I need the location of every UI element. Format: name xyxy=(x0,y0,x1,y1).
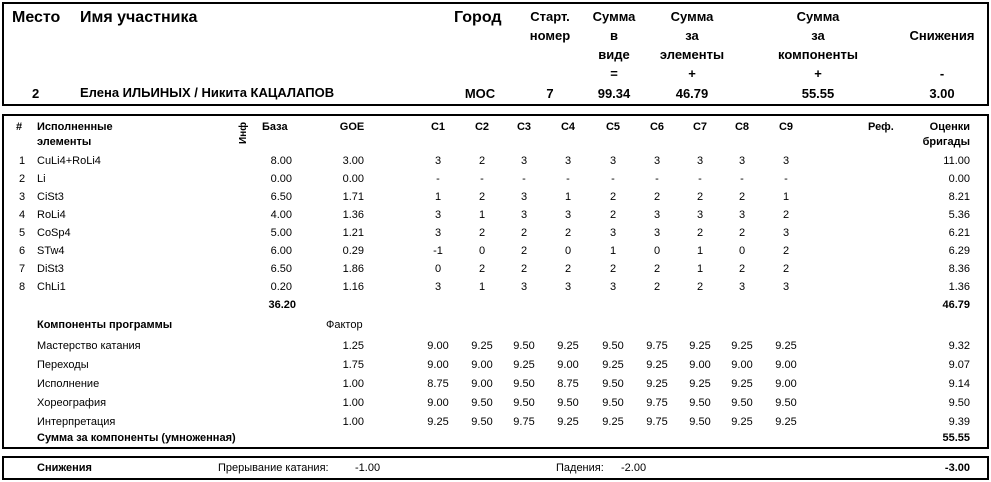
element-base: 6.50 xyxy=(270,263,292,275)
component-judge-c4: 9.50 xyxy=(557,397,579,409)
element-code: RoLi4 xyxy=(37,209,66,221)
deductions-total: -3.00 xyxy=(944,462,970,474)
place-header: Место xyxy=(12,9,61,26)
element-score: 0.00 xyxy=(948,173,970,185)
component-judge-c1: 9.25 xyxy=(427,416,449,428)
element-judge-c2: 0 xyxy=(478,245,486,257)
skater-total-score: 99.34 xyxy=(597,86,631,101)
element-number: 8 xyxy=(19,281,26,293)
elements-score-header: Сумма за элементы + xyxy=(659,9,725,81)
element-base: 5.00 xyxy=(270,227,292,239)
component-score: 9.14 xyxy=(948,378,970,390)
factor-header: Фактор xyxy=(326,319,363,331)
component-judge-c9: 9.00 xyxy=(775,359,797,371)
col-info: Инф xyxy=(238,122,249,144)
element-code: STw4 xyxy=(37,245,65,257)
component-judge-c7: 9.00 xyxy=(689,359,711,371)
component-judge-c7: 9.25 xyxy=(689,378,711,390)
component-judge-c8: 9.50 xyxy=(731,397,753,409)
components-title: Компоненты программы xyxy=(37,319,173,331)
col-goe: GOE xyxy=(339,121,365,133)
element-code: CiSt3 xyxy=(37,191,64,203)
element-judge-c1: 3 xyxy=(434,155,442,167)
element-judge-c5: 2 xyxy=(609,209,617,221)
element-judge-c1: 1 xyxy=(434,191,442,203)
element-judge-c2: 2 xyxy=(478,191,486,203)
element-judge-c1: 3 xyxy=(434,281,442,293)
component-judge-c4: 8.75 xyxy=(557,378,579,390)
element-judge-c8: 3 xyxy=(738,281,746,293)
element-goe: 1.16 xyxy=(342,281,364,293)
element-judge-c4: 1 xyxy=(564,191,572,203)
element-judge-c7: 1 xyxy=(696,263,704,275)
element-number: 4 xyxy=(19,209,26,221)
element-judge-c7: 1 xyxy=(696,245,704,257)
element-judge-c2: 1 xyxy=(478,209,486,221)
component-judge-c1: 9.00 xyxy=(427,397,449,409)
element-judge-c8: 3 xyxy=(738,209,746,221)
component-judge-c2: 9.25 xyxy=(471,340,493,352)
element-goe: 0.29 xyxy=(342,245,364,257)
component-judge-c9: 9.25 xyxy=(775,416,797,428)
skater-start-number: 7 xyxy=(546,86,554,101)
element-judge-c2: 2 xyxy=(478,227,486,239)
element-judge-c3: 3 xyxy=(520,155,528,167)
col-judge-c6: C6 xyxy=(649,121,665,133)
element-judge-c2: - xyxy=(480,173,484,185)
components-total: 55.55 xyxy=(942,432,970,444)
component-judge-c9: 9.00 xyxy=(775,378,797,390)
element-judge-c9: 1 xyxy=(782,191,790,203)
element-code: CuLi4+RoLi4 xyxy=(37,155,101,167)
col-judge-c7: C7 xyxy=(692,121,708,133)
element-judge-c9: 3 xyxy=(782,227,790,239)
falls-value: -2.00 xyxy=(621,462,647,474)
component-name: Переходы xyxy=(37,359,89,371)
component-factor: 1.75 xyxy=(342,359,364,371)
col-judge-c5: C5 xyxy=(605,121,621,133)
element-goe: 1.86 xyxy=(342,263,364,275)
element-judge-c9: 2 xyxy=(782,263,790,275)
element-goe: 1.36 xyxy=(342,209,364,221)
component-judge-c8: 9.00 xyxy=(731,359,753,371)
component-judge-c8: 9.25 xyxy=(731,416,753,428)
element-judge-c3: 2 xyxy=(520,227,528,239)
element-judge-c8: 2 xyxy=(738,263,746,275)
component-judge-c4: 9.00 xyxy=(557,359,579,371)
component-judge-c6: 9.75 xyxy=(646,397,668,409)
component-judge-c5: 9.50 xyxy=(602,378,624,390)
component-judge-c6: 9.75 xyxy=(646,340,668,352)
element-base: 6.50 xyxy=(270,191,292,203)
component-judge-c4: 9.25 xyxy=(557,340,579,352)
element-judge-c2: 1 xyxy=(478,281,486,293)
element-judge-c3: 3 xyxy=(520,281,528,293)
element-judge-c5: 3 xyxy=(609,227,617,239)
element-judge-c6: 2 xyxy=(653,281,661,293)
col-judge-c4: C4 xyxy=(560,121,576,133)
element-judge-c1: - xyxy=(436,173,440,185)
element-judge-c7: 3 xyxy=(696,209,704,221)
element-judge-c9: 2 xyxy=(782,209,790,221)
element-judge-c6: 3 xyxy=(653,209,661,221)
interruption-value: -1.00 xyxy=(355,462,381,474)
component-judge-c9: 9.50 xyxy=(775,397,797,409)
element-goe: 3.00 xyxy=(342,155,364,167)
element-number: 2 xyxy=(19,173,26,185)
component-judge-c2: 9.00 xyxy=(471,359,493,371)
component-factor: 1.00 xyxy=(342,397,364,409)
col-judge-c2: C2 xyxy=(474,121,490,133)
elements-total: 46.79 xyxy=(942,299,970,311)
element-judge-c1: 0 xyxy=(434,263,442,275)
element-judge-c4: 0 xyxy=(564,245,572,257)
name-header: Имя участника xyxy=(80,9,198,26)
col-number: # xyxy=(16,121,23,133)
component-name: Мастерство катания xyxy=(37,340,141,352)
element-judge-c8: 3 xyxy=(738,155,746,167)
element-judge-c2: 2 xyxy=(478,155,486,167)
element-judge-c4: 3 xyxy=(564,155,572,167)
col-base: База xyxy=(262,121,288,133)
element-judge-c7: 2 xyxy=(696,191,704,203)
element-judge-c3: - xyxy=(522,173,526,185)
component-judge-c7: 9.50 xyxy=(689,397,711,409)
element-score: 8.36 xyxy=(948,263,970,275)
element-judge-c4: 3 xyxy=(564,209,572,221)
element-code: ChLi1 xyxy=(37,281,66,293)
interruption-label: Прерывание катания: xyxy=(218,462,329,474)
falls-label: Падения: xyxy=(556,462,604,474)
component-name: Интерпретация xyxy=(37,416,116,428)
component-judge-c5: 9.50 xyxy=(602,397,624,409)
component-judge-c8: 9.25 xyxy=(731,340,753,352)
component-judge-c2: 9.50 xyxy=(471,416,493,428)
element-judge-c3: 2 xyxy=(520,245,528,257)
element-base: 0.20 xyxy=(270,281,292,293)
component-score: 9.07 xyxy=(948,359,970,371)
col-referee: Реф. xyxy=(868,121,894,133)
element-judge-c5: 1 xyxy=(609,245,617,257)
element-code: Li xyxy=(37,173,46,185)
component-judge-c3: 9.50 xyxy=(513,340,535,352)
component-judge-c2: 9.50 xyxy=(471,397,493,409)
element-judge-c1: 3 xyxy=(434,209,442,221)
component-judge-c7: 9.25 xyxy=(689,340,711,352)
component-score: 9.39 xyxy=(948,416,970,428)
element-base: 0.00 xyxy=(270,173,292,185)
element-base: 6.00 xyxy=(270,245,292,257)
component-judge-c3: 9.50 xyxy=(513,378,535,390)
element-judge-c6: 2 xyxy=(653,191,661,203)
skater-elements-score: 46.79 xyxy=(675,86,709,101)
element-number: 5 xyxy=(19,227,26,239)
component-judge-c6: 9.25 xyxy=(646,359,668,371)
element-judge-c1: -1 xyxy=(433,245,443,257)
element-judge-c9: 3 xyxy=(782,155,790,167)
element-judge-c8: - xyxy=(740,173,744,185)
element-judge-c6: 0 xyxy=(653,245,661,257)
element-judge-c8: 2 xyxy=(738,191,746,203)
element-score: 11.00 xyxy=(943,155,970,167)
element-judge-c7: 2 xyxy=(696,281,704,293)
element-judge-c8: 2 xyxy=(738,227,746,239)
city-header: Город xyxy=(454,9,502,26)
col-judge-c3: C3 xyxy=(516,121,532,133)
element-judge-c6: - xyxy=(655,173,659,185)
element-number: 3 xyxy=(19,191,26,203)
element-judge-c3: 3 xyxy=(520,191,528,203)
element-goe: 1.21 xyxy=(342,227,364,239)
component-judge-c8: 9.25 xyxy=(731,378,753,390)
col-judge-c1: C1 xyxy=(430,121,446,133)
component-name: Исполнение xyxy=(37,378,100,390)
element-score: 6.21 xyxy=(948,227,970,239)
element-judge-c2: 2 xyxy=(478,263,486,275)
element-judge-c8: 0 xyxy=(738,245,746,257)
component-judge-c1: 9.00 xyxy=(427,359,449,371)
component-judge-c5: 9.25 xyxy=(602,416,624,428)
component-name: Хореография xyxy=(37,397,107,409)
start-number-header: Старт. номер xyxy=(529,9,571,43)
element-judge-c5: 2 xyxy=(609,263,617,275)
element-judge-c5: 3 xyxy=(609,155,617,167)
base-total: 36.20 xyxy=(268,299,296,311)
element-number: 7 xyxy=(19,263,26,275)
components-score-header: Сумма за компоненты + xyxy=(778,9,858,81)
component-judge-c4: 9.25 xyxy=(557,416,579,428)
col-panel-score: Оценки бригады xyxy=(922,121,970,148)
deductions-header: Снижения - xyxy=(909,28,975,81)
component-score: 9.50 xyxy=(948,397,970,409)
component-factor: 1.25 xyxy=(342,340,364,352)
element-judge-c6: 3 xyxy=(653,227,661,239)
element-judge-c6: 3 xyxy=(653,155,661,167)
element-code: CoSp4 xyxy=(37,227,71,239)
element-score: 1.36 xyxy=(948,281,970,293)
component-judge-c3: 9.75 xyxy=(513,416,535,428)
components-total-label: Сумма за компоненты (умноженная) xyxy=(37,432,236,444)
component-judge-c1: 9.00 xyxy=(427,340,449,352)
element-number: 1 xyxy=(19,155,26,167)
element-score: 8.21 xyxy=(948,191,970,203)
element-goe: 1.71 xyxy=(342,191,364,203)
total-score-header: Сумма в виде = xyxy=(592,9,636,81)
component-judge-c7: 9.50 xyxy=(689,416,711,428)
skater-place: 2 xyxy=(32,86,40,101)
col-executed-elements: Исполненные элементы xyxy=(37,121,113,148)
component-factor: 1.00 xyxy=(342,378,364,390)
col-judge-c8: C8 xyxy=(734,121,750,133)
deductions-label: Снижения xyxy=(37,462,92,474)
component-score: 9.32 xyxy=(948,340,970,352)
element-base: 8.00 xyxy=(270,155,292,167)
element-base: 4.00 xyxy=(270,209,292,221)
component-judge-c3: 9.25 xyxy=(513,359,535,371)
element-score: 6.29 xyxy=(948,245,970,257)
component-judge-c1: 8.75 xyxy=(427,378,449,390)
component-judge-c9: 9.25 xyxy=(775,340,797,352)
component-judge-c5: 9.25 xyxy=(602,359,624,371)
element-judge-c9: 3 xyxy=(782,281,790,293)
element-goe: 0.00 xyxy=(342,173,364,185)
element-code: DiSt3 xyxy=(37,263,64,275)
component-judge-c6: 9.75 xyxy=(646,416,668,428)
component-judge-c2: 9.00 xyxy=(471,378,493,390)
element-judge-c9: - xyxy=(784,173,788,185)
component-judge-c3: 9.50 xyxy=(513,397,535,409)
element-number: 6 xyxy=(19,245,26,257)
component-judge-c5: 9.50 xyxy=(602,340,624,352)
component-judge-c6: 9.25 xyxy=(646,378,668,390)
element-score: 5.36 xyxy=(948,209,970,221)
element-judge-c4: - xyxy=(566,173,570,185)
element-judge-c5: 3 xyxy=(609,281,617,293)
element-judge-c4: 3 xyxy=(564,281,572,293)
element-judge-c1: 3 xyxy=(434,227,442,239)
element-judge-c6: 2 xyxy=(653,263,661,275)
element-judge-c4: 2 xyxy=(564,227,572,239)
deductions-box xyxy=(2,456,989,480)
element-judge-c5: - xyxy=(611,173,615,185)
element-judge-c5: 2 xyxy=(609,191,617,203)
element-judge-c4: 2 xyxy=(564,263,572,275)
skater-name: Елена ИЛЬИНЫХ / Никита КАЦАЛАПОВ xyxy=(80,85,335,100)
skater-components-score: 55.55 xyxy=(801,86,835,101)
element-judge-c3: 2 xyxy=(520,263,528,275)
col-judge-c9: C9 xyxy=(778,121,794,133)
component-factor: 1.00 xyxy=(342,416,364,428)
element-judge-c7: 3 xyxy=(696,155,704,167)
skater-city: MOC xyxy=(464,86,496,101)
element-judge-c7: - xyxy=(698,173,702,185)
element-judge-c9: 2 xyxy=(782,245,790,257)
element-judge-c3: 3 xyxy=(520,209,528,221)
element-judge-c7: 2 xyxy=(696,227,704,239)
skater-deductions: 3.00 xyxy=(929,86,955,101)
